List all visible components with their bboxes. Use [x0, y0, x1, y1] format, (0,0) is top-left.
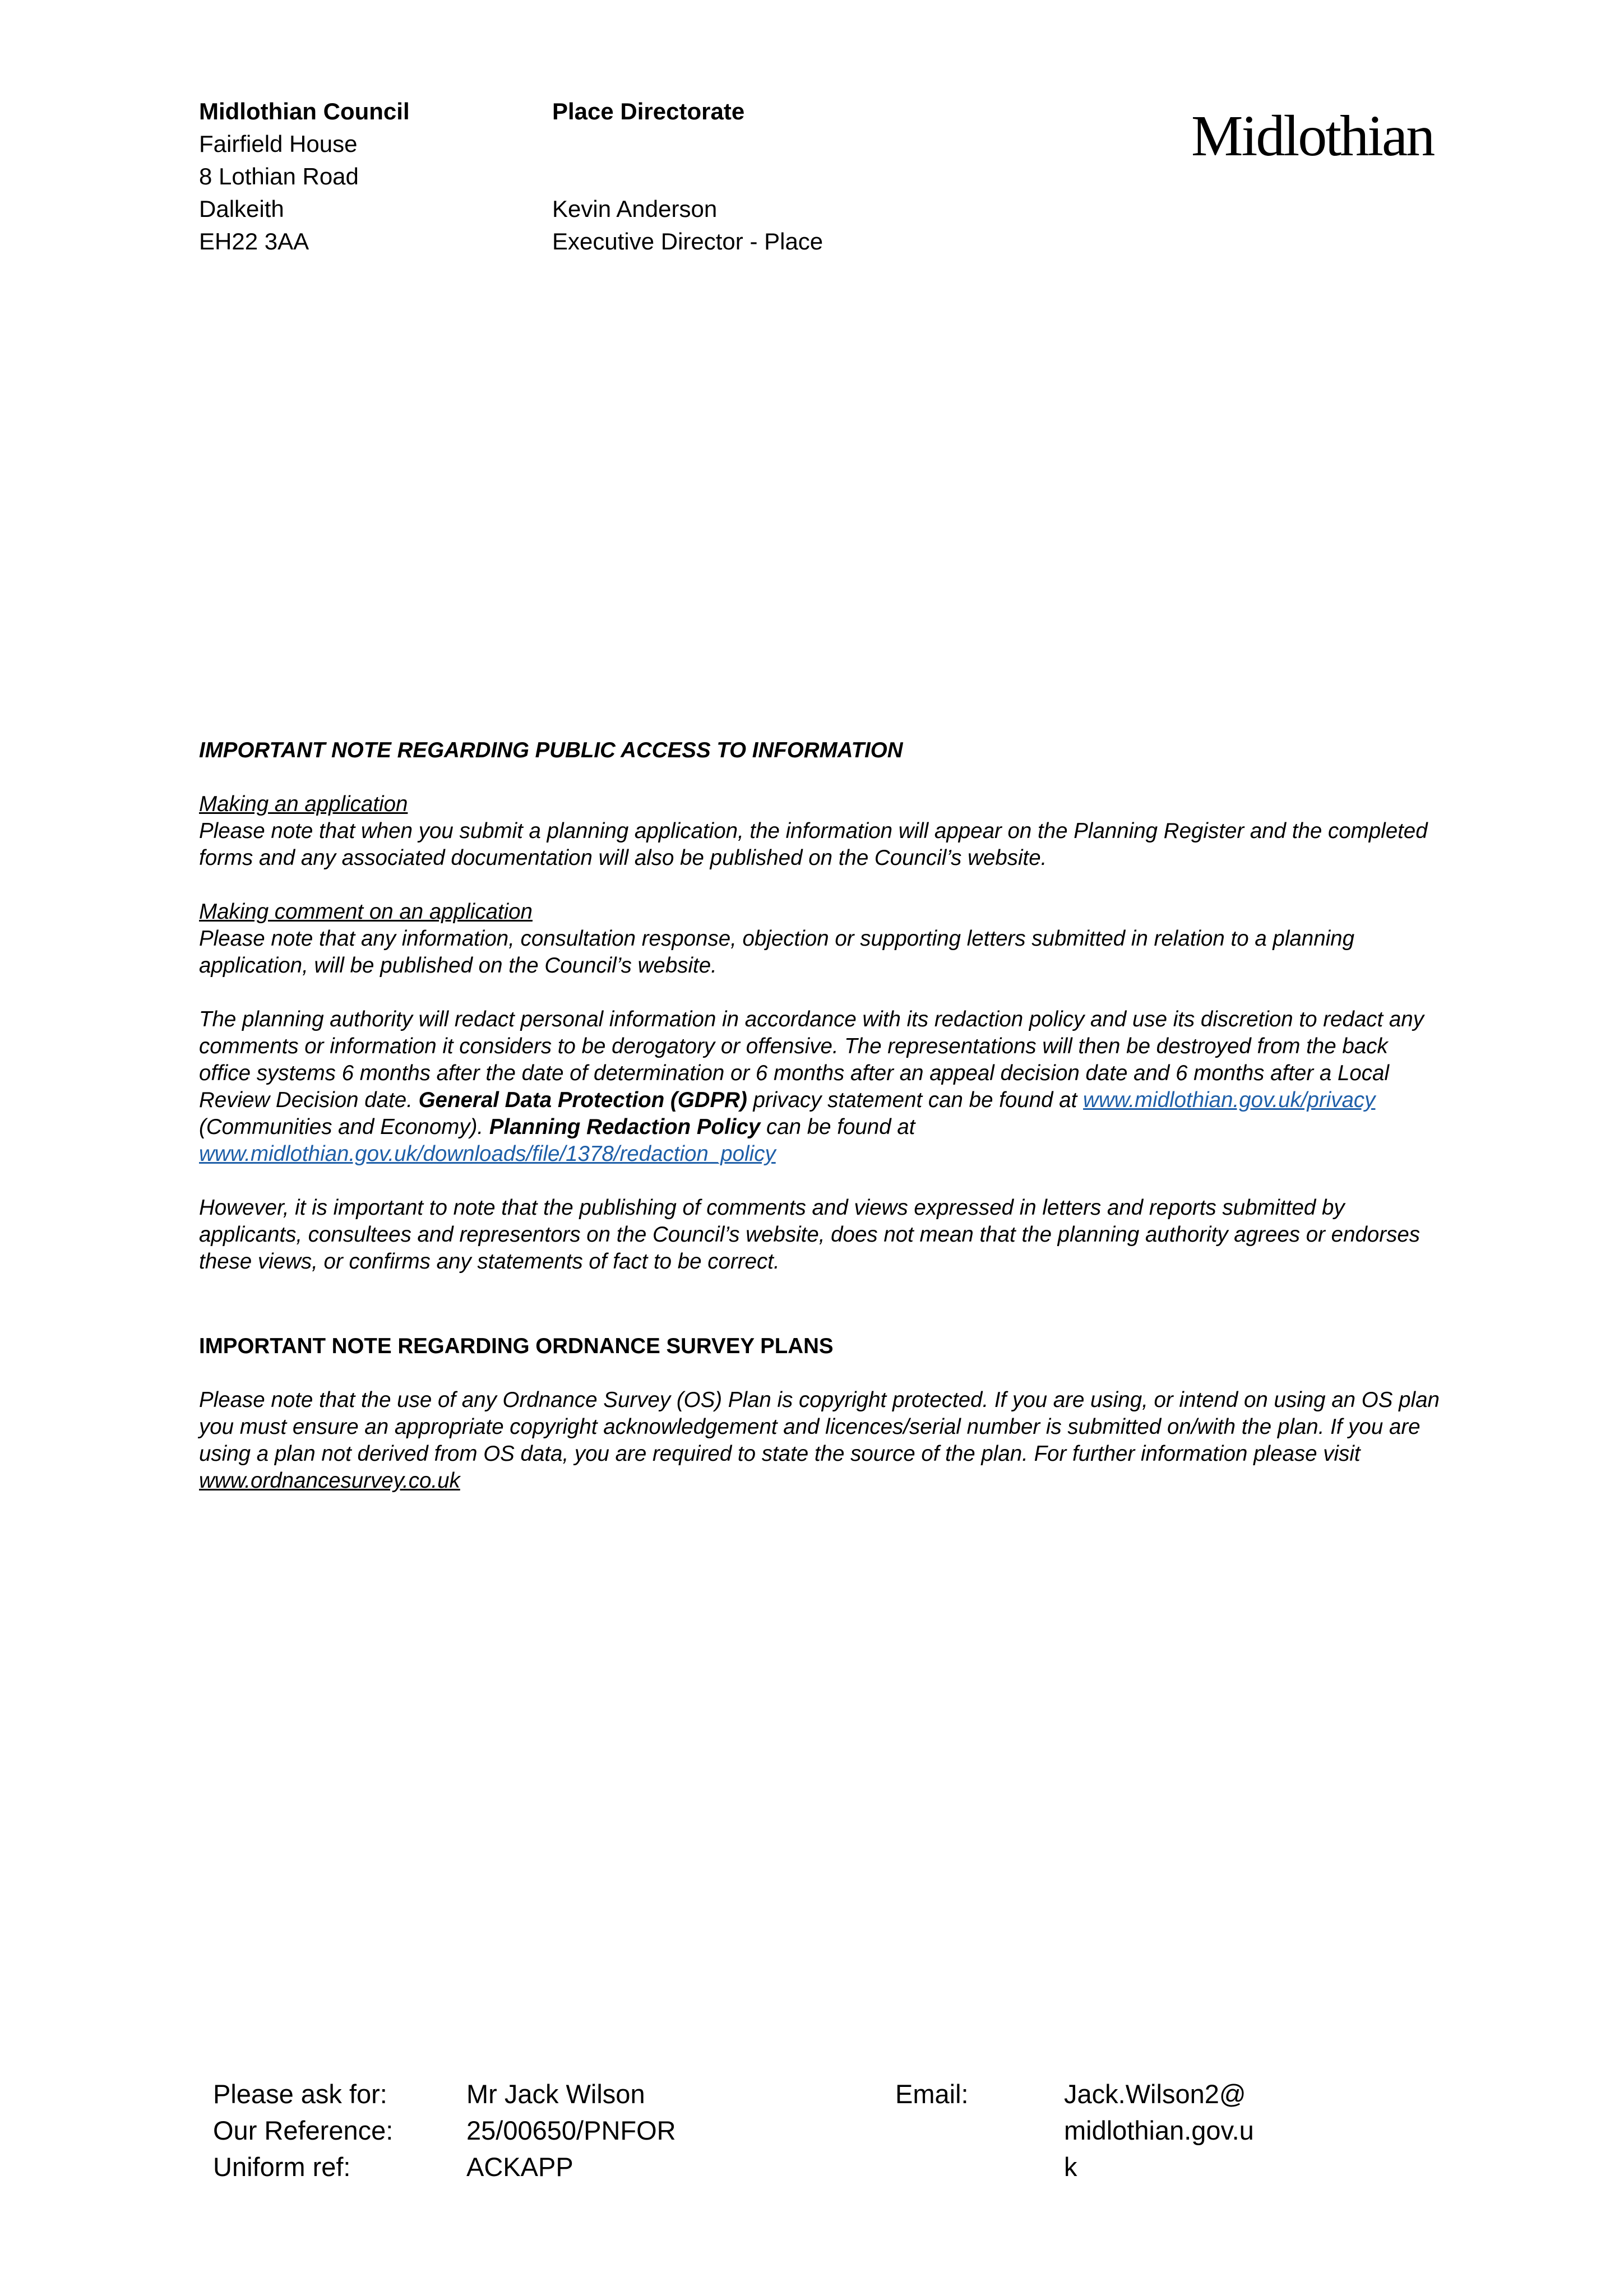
uniform-value: ACKAPP: [466, 2152, 573, 2182]
address-line: 8 Lothian Road: [199, 163, 359, 189]
council-address-block: [199, 95, 410, 258]
making-application-heading: Making an application: [199, 792, 408, 816]
spacer: [552, 160, 823, 193]
council-name: Midlothian Council: [199, 98, 410, 124]
ordnance-survey-notice: [199, 1333, 1455, 1494]
ask-for-label: Please ask for:: [213, 2079, 387, 2109]
spacer: [552, 128, 823, 160]
footer-labels: [213, 2076, 393, 2185]
os-note-paragraph: [199, 1387, 1455, 1494]
public-access-notice: [199, 737, 1443, 1275]
redaction-paragraph: [199, 1006, 1443, 1168]
however-paragraph: However, it is important to note that the publishing of comments and views expressed in letters and reports submitted by applicants, consultees and representors on the Council’s website, does not mean that the planning authority agrees or endorses these views, or confirms any statements of fact to be correct.: [199, 1196, 1421, 1274]
ordnance-survey-link[interactable]: www.ordnancesurvey.co.uk: [199, 1469, 460, 1493]
footer-values: [466, 2076, 676, 2185]
email-value: [1064, 2076, 1277, 2185]
directorate-name: Place Directorate: [552, 98, 745, 124]
email-label: Email:: [895, 2079, 969, 2109]
address-line: EH22 3AA: [199, 228, 309, 254]
redaction-policy-link[interactable]: www.midlothian.gov.uk/downloads/file/1378/redaction_policy: [199, 1142, 776, 1166]
gdpr-label: General Data Protection (GDPR): [418, 1088, 747, 1112]
directorate-block: [552, 95, 823, 258]
reference-value: 25/00650/PNFOR: [466, 2116, 676, 2145]
redaction-text: privacy statement can be found at: [753, 1088, 1077, 1112]
email-line: k: [1064, 2152, 1077, 2182]
reference-label: Our Reference:: [213, 2116, 394, 2145]
email-line: Jack.Wilson2@: [1064, 2079, 1246, 2109]
redaction-text: The planning authority will redact personal information in accordance with its redaction policy and use its discretion to redact any comments or information it considers to be derogatory or offensive. The representations will then be destroyed from the back office systems 6 months after the date of determination or 6 months after an appeal decision date and 6 months after a Local Review Decision date.: [199, 1007, 1424, 1112]
director-name: Kevin Anderson: [552, 196, 718, 222]
redaction-policy-label: Planning Redaction Policy: [489, 1115, 761, 1139]
making-application-text: Please note that when you submit a planning application, the information will appear on the Planning Register and the completed forms and any associated documentation will also be published on the Council’s website.: [199, 819, 1428, 870]
ask-for-value: Mr Jack Wilson: [466, 2079, 645, 2109]
director-title: Executive Director - Place: [552, 228, 823, 254]
email-line: midlothian.gov.u: [1064, 2116, 1254, 2145]
making-comment-heading: Making comment on an application: [199, 900, 533, 924]
os-note-title: IMPORTANT NOTE REGARDING ORDNANCE SURVEY PLANS: [199, 1334, 834, 1358]
midlothian-logo: Midlothian: [1191, 104, 1434, 168]
privacy-link[interactable]: www.midlothian.gov.uk/privacy: [1083, 1088, 1376, 1112]
redaction-text: (Communities and Economy).: [199, 1115, 484, 1139]
making-comment-text: Please note that any information, consultation response, objection or supporting letters submitted in relation to a planning application, will be published on the Council’s website.: [199, 927, 1355, 978]
address-line: Dalkeith: [199, 196, 284, 222]
redaction-text: can be found at: [766, 1115, 915, 1139]
uniform-label: Uniform ref:: [213, 2152, 351, 2182]
notice-title: IMPORTANT NOTE REGARDING PUBLIC ACCESS TO INFORMATION: [199, 738, 903, 762]
address-line: Fairfield House: [199, 131, 358, 157]
os-note-text: Please note that the use of any Ordnance Survey (OS) Plan is copyright protected. If you are using, or intend on using an OS plan you must ensure an appropriate copyright acknowledgement and licences/serial number is submitted on/with the plan. If you are using a plan not derived from OS data, you are required to state the source of the plan. For further information please visit: [199, 1388, 1440, 1466]
